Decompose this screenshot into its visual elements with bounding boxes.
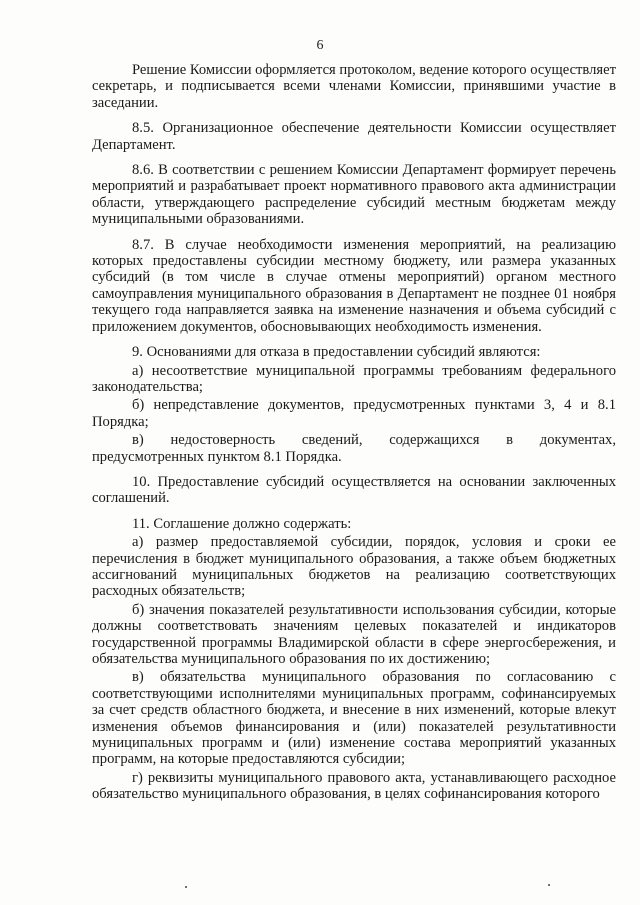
scan-speck xyxy=(548,884,550,886)
paragraph-11-a: а) размер предоставляемой субсидии, порядок, условия и сроки ее перечисления в бюджет муниципального образования, а также объем бюджетных ассигнований муниципальных бюджетов на реализацию соответствующих расходных обязательств; xyxy=(92,534,616,600)
document-body xyxy=(92,62,616,803)
paragraph-11-b: б) значения показателей результативности использования субсидии, которые должны соответствовать значениям целевых показателей и индикаторов государственной программы Владимирской области в сфере энергосбережения, и обязательства муниципального образования по их достижению; xyxy=(92,601,616,667)
paragraph-8-5: 8.5. Организационное обеспечение деятельности Комиссии осуществляет Департамент. xyxy=(92,120,616,153)
paragraph-8-7: 8.7. В случае необходимости изменения мероприятий, на реализацию которых предоставлены субсидии местному бюджету, или размера указанных субсидий (в том числе в случае отмены мероприятий) органом местного самоуправления муниципального образования в Департамент не позднее 01 ноября текущего года направляется заявка на изменение назначения и объема субсидий с приложением документов, обосновывающих необходимость изменения. xyxy=(92,236,616,335)
paragraph-9-a: а) несоответствие муниципальной программы требованиям федерального законодательства; xyxy=(92,362,616,395)
paragraph-9: 9. Основаниями для отказа в предоставлении субсидий являются: xyxy=(132,344,541,361)
paragraph-9-b: б) непредставление документов, предусмотренных пунктами 3, 4 и 8.1 Порядка; xyxy=(92,397,616,430)
paragraph-11: 11. Соглашение должно содержать: xyxy=(132,515,352,532)
scan-speck xyxy=(185,886,187,888)
paragraph-11-v: в) обязательства муниципального образования по согласованию с соответствующими исполнителями муниципальных программ, софинансируемых за счет средств областного бюджета, и внесение в них изменений, которые влекут изменения объемов финансирования и (или) показателей результативности муниципальных программ и (или) изменение состава мероприятий указанных программ, на которые предоставляются субсидии; xyxy=(92,669,616,768)
page-number: 6 xyxy=(316,38,324,53)
paragraph-10: 10. Предоставление субсидий осуществляется на основании заключенных соглашений. xyxy=(92,473,616,507)
paragraph-9-v: в) недостоверность сведений, содержащихся в документах, предусмотренных пунктом 8.1 Порядка. xyxy=(92,432,616,465)
paragraph-11-g: г) реквизиты муниципального правового акта, устанавливающего расходное обязательство муниципального образования, в целях софинансирования которого xyxy=(92,769,616,803)
paragraph-8-6: 8.6. В соответствии с решением Комиссии Департамент формирует перечень мероприятий и разрабатывает проект нормативного правового акта администрации области, утверждающего распределение субсидий местным бюджетам между муниципальными образованиями. xyxy=(92,162,616,228)
paragraph-commission-decision: Решение Комиссии оформляется протоколом, ведение которого осуществляет секретарь, и подписывается всеми членами Комиссии, принявшими участие в заседании. xyxy=(92,62,616,111)
